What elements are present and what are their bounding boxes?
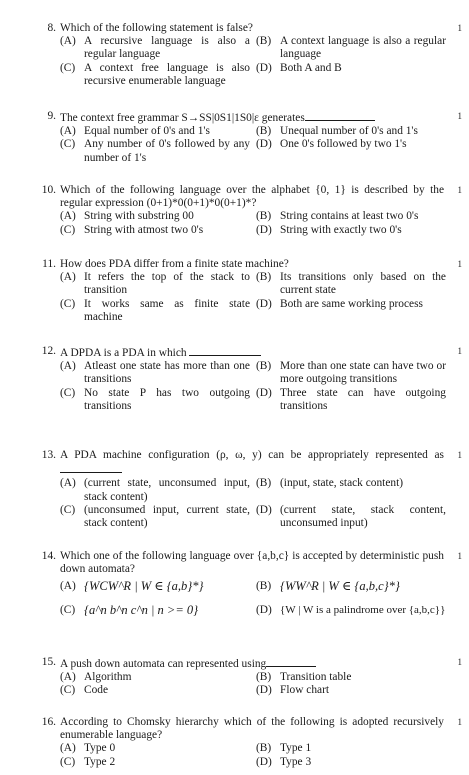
marks: 1 xyxy=(457,185,462,195)
option-label: (B) xyxy=(256,580,272,593)
option-text: Code xyxy=(84,684,109,697)
question-12 xyxy=(34,345,462,413)
question-number: 8. xyxy=(47,22,56,34)
option-label: (B) xyxy=(256,210,272,223)
option-text: {WW^R | W ∈ {a,b,c}*} xyxy=(280,579,400,594)
option-text: (current state, unconsumed input, stack content) xyxy=(84,477,250,503)
option-text: A recursive language is also a regular language xyxy=(84,35,250,61)
option-d xyxy=(256,684,446,697)
answer-blank xyxy=(305,110,375,121)
marks: 1 xyxy=(457,259,462,269)
marks: 1 xyxy=(457,551,462,561)
option-label: (A) xyxy=(60,210,76,223)
option-label: (D) xyxy=(256,61,272,74)
option-label: (B) xyxy=(256,125,272,138)
option-b xyxy=(256,210,446,223)
marks: 1 xyxy=(457,111,462,121)
option-text: It refers the top of the stack to transition xyxy=(84,271,250,297)
option-label: (B) xyxy=(256,35,272,48)
question-number: 10. xyxy=(41,184,56,196)
option-c xyxy=(60,62,250,88)
option-label: (B) xyxy=(256,271,272,284)
option-d xyxy=(256,387,446,413)
option-b xyxy=(256,360,446,386)
option-text: It works same as finite state machine xyxy=(84,297,250,323)
option-label: (C) xyxy=(60,223,76,236)
option-a xyxy=(60,671,250,684)
option-text: Type 0 xyxy=(84,742,116,755)
option-text: String contains at least two 0's xyxy=(280,210,419,223)
question-number: 14. xyxy=(41,550,56,562)
option-b xyxy=(256,580,446,593)
question-text xyxy=(60,345,444,360)
option-label: (A) xyxy=(60,671,76,684)
option-label: (C) xyxy=(60,138,76,151)
option-d xyxy=(256,224,446,237)
option-label: (C) xyxy=(60,386,76,399)
option-label: (A) xyxy=(60,35,76,48)
option-text: A context language is also a regular language xyxy=(280,35,446,61)
option-c xyxy=(60,684,250,697)
option-a xyxy=(60,477,250,503)
marks: 1 xyxy=(457,717,462,727)
option-text: No state P has two outgoing transitions xyxy=(84,386,250,412)
option-label: (D) xyxy=(256,297,272,310)
option-a xyxy=(60,360,250,386)
option-text: Both are same working process xyxy=(280,297,423,310)
answer-blank xyxy=(60,462,122,473)
question-text-content: A PDA machine configuration (ρ, ω, y) can be appropriately represented as xyxy=(60,449,444,461)
option-a xyxy=(60,271,250,297)
option-b xyxy=(256,271,446,297)
question-16 xyxy=(34,716,462,769)
question-text xyxy=(60,656,444,671)
option-c xyxy=(60,224,250,237)
option-text: Any number of 0's followed by any number of 1's xyxy=(84,138,250,164)
option-text: Type 1 xyxy=(280,742,312,755)
option-text: Flow chart xyxy=(280,684,330,697)
option-label: (B) xyxy=(256,671,272,684)
option-text: Its transitions only based on the current state xyxy=(280,271,446,297)
option-text: Algorithm xyxy=(84,671,132,684)
question-text xyxy=(60,449,444,477)
option-text: Transition table xyxy=(280,671,352,684)
option-d xyxy=(256,138,446,164)
option-text: String with atmost two 0's xyxy=(84,223,204,236)
question-text: According to Chomsky hierarchy which of the following is adopted recursively enumerable language? xyxy=(60,716,444,742)
option-label: (A) xyxy=(60,742,76,755)
option-text: (unconsumed input, current state, stack content) xyxy=(84,503,250,530)
option-text: Type 3 xyxy=(280,755,312,768)
option-d xyxy=(256,604,446,617)
option-text: Type 2 xyxy=(84,755,116,768)
question-text: How does PDA differ from a finite state machine? xyxy=(60,258,289,270)
option-text: String with substring 00 xyxy=(84,210,194,223)
option-label: (B) xyxy=(256,742,272,755)
option-b xyxy=(256,742,446,755)
option-text: (input, state, stack content) xyxy=(280,477,404,490)
option-d xyxy=(256,62,446,88)
question-15 xyxy=(34,656,462,698)
option-label: (C) xyxy=(60,297,76,310)
option-b xyxy=(256,35,446,61)
option-a xyxy=(60,125,250,138)
question-text: Which of the following statement is false? xyxy=(60,22,253,34)
option-text: {a^n b^n c^n | n >= 0} xyxy=(84,602,199,617)
question-text-content: A DPDA is a PDA in which xyxy=(60,347,187,359)
option-text: {W | W is a palindrome over {a,b,c}} xyxy=(280,603,446,616)
question-text xyxy=(60,110,444,125)
marks: 1 xyxy=(457,23,462,33)
question-text-content: The context free grammar S→SS|0S1|1S0|ε generates xyxy=(60,112,305,124)
option-label: (C) xyxy=(60,755,76,768)
option-text: Three state can have outgoing transitions xyxy=(280,386,446,412)
option-text: One 0's followed by two 1's xyxy=(280,138,407,151)
option-d xyxy=(256,756,446,769)
option-a xyxy=(60,742,250,755)
answer-blank xyxy=(266,656,316,667)
question-13 xyxy=(34,449,462,530)
option-b xyxy=(256,125,446,138)
option-text: {WCW^R | W ∈ {a,b}*} xyxy=(84,579,204,594)
question-number: 11. xyxy=(42,258,56,270)
question-number: 13. xyxy=(41,449,56,461)
option-a xyxy=(60,210,250,223)
question-number: 9. xyxy=(47,110,56,122)
option-c xyxy=(60,387,250,413)
option-b xyxy=(256,477,446,503)
option-d xyxy=(256,504,446,530)
option-label: (D) xyxy=(256,684,272,697)
question-9 xyxy=(34,110,462,165)
option-b xyxy=(256,671,446,684)
option-text: More than one state can have two or more outgoing transitions xyxy=(280,360,446,386)
answer-blank xyxy=(189,345,261,356)
option-label: (C) xyxy=(60,684,76,697)
question-number: 12. xyxy=(41,345,56,357)
option-c xyxy=(60,756,250,769)
marks: 1 xyxy=(457,657,462,667)
question-10 xyxy=(34,184,462,237)
option-label: (D) xyxy=(256,138,272,151)
marks: 1 xyxy=(457,346,462,356)
question-text: Which one of the following language over {a,b,c} is accepted by deterministic push down automata? xyxy=(60,550,444,576)
question-text: Which of the following language over the alphabet {0, 1} is described by the regular expression (0+1)*0(0+1)*0(0+1)*? xyxy=(60,184,444,210)
option-label: (B) xyxy=(256,360,272,373)
question-14 xyxy=(34,550,462,617)
option-label: (A) xyxy=(60,125,76,138)
option-label: (A) xyxy=(60,477,76,490)
option-a xyxy=(60,35,250,61)
option-label: (D) xyxy=(256,603,272,616)
question-number: 16. xyxy=(41,716,56,728)
option-a xyxy=(60,580,250,593)
option-text: String with exactly two 0's xyxy=(280,223,402,236)
option-text: Both A and B xyxy=(280,61,342,74)
option-text: Unequal number of 0's and 1's xyxy=(280,125,418,138)
option-label: (C) xyxy=(60,603,76,616)
option-label: (A) xyxy=(60,360,76,373)
option-label: (A) xyxy=(60,271,76,284)
marks: 1 xyxy=(457,450,462,460)
option-c xyxy=(60,298,250,324)
question-11 xyxy=(34,258,462,324)
option-c xyxy=(60,504,250,530)
question-number: 15. xyxy=(41,656,56,668)
question-text-content: A push down automata can represented using xyxy=(60,658,267,670)
option-label: (D) xyxy=(256,223,272,236)
question-8 xyxy=(34,22,462,88)
option-c xyxy=(60,604,250,617)
option-label: (A) xyxy=(60,580,76,593)
option-label: (C) xyxy=(60,503,76,516)
option-c xyxy=(60,138,250,164)
option-label: (D) xyxy=(256,755,272,768)
option-text: Equal number of 0's and 1's xyxy=(84,125,210,138)
option-text: A context free language is also recursive enumerable language xyxy=(84,61,250,87)
option-text: (current state, stack content, unconsumed input) xyxy=(280,503,446,530)
option-label: (C) xyxy=(60,61,76,74)
option-text: Atleast one state has more than one transitions xyxy=(84,360,250,386)
option-label: (B) xyxy=(256,477,272,490)
option-d xyxy=(256,298,446,324)
option-label: (D) xyxy=(256,503,272,516)
option-label: (D) xyxy=(256,386,272,399)
